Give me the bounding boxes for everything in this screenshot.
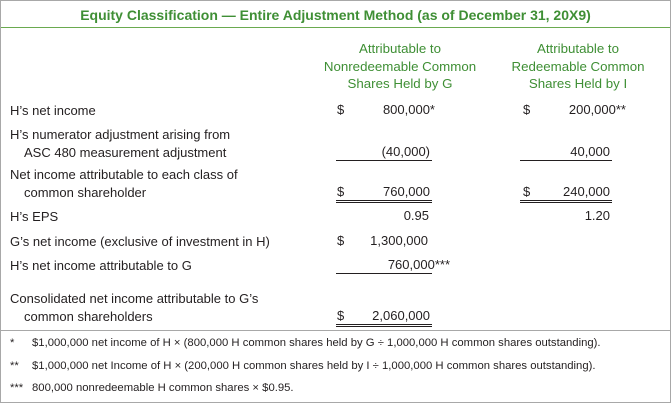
eps-g-value: 0.95 [403,208,429,223]
title-band [1,1,670,28]
table-title: Equity Classification — Entire Adjustment Method (as of December 31, 20X9) [80,7,591,23]
dollar-sign: $ [523,102,531,117]
net-income-g-value: 800,000* [382,102,435,117]
column-header-line: Shares Held by G [347,76,453,91]
dollar-sign: $ [523,184,531,199]
row-label-line: common shareholder [24,184,147,200]
row-label-h-ni-to-g: H’s net income attributable to G [10,258,192,273]
double-underline-rule [520,200,612,201]
footnote [10,337,601,349]
row-label-g-net-income: G’s net income (exclusive of investment in H) [10,234,270,249]
footnote-mark: ** [10,360,19,372]
row-label-line: common shareholders [24,308,153,324]
ni-attributable-g-value: 760,000 [383,184,430,199]
dollar-sign: $ [337,308,345,323]
footnote [10,382,294,394]
double-underline-rule [336,326,432,327]
footnote [10,360,596,372]
row-label-line: H’s numerator adjustment arising from [10,127,231,142]
dollar-sign: $ [337,102,345,117]
ni-attributable-i-value: 240,000 [563,184,610,199]
footnote-text: $1,000,000 net income of H × (800,000 H common shares held by G ÷ 1,000,000 H common shares outstanding). [32,337,601,349]
numerator-adjustment-i-value: 40,000 [570,144,610,159]
column-header-line: Nonredeemable Common [323,58,477,74]
double-underline-rule [336,202,432,203]
row-label-consolidated [10,290,258,325]
eps-i-value: 1.20 [584,208,610,223]
row-label-line: Consolidated net income attributable to G’s [10,291,259,306]
double-underline-rule [336,324,432,325]
row-label-line: Net income attributable to each class of [10,167,238,182]
row-label-eps: H’s EPS [10,209,59,224]
h-ni-to-g-value: 760,000*** [387,257,450,272]
underline-rule [520,160,612,161]
column-header-line: Redeemable Common [511,58,645,74]
double-underline-rule [520,202,612,203]
column-header-redeemable [488,40,668,93]
row-label-net-income: H’s net income [10,103,96,118]
column-header-line: Shares Held by I [528,76,628,91]
footnote-text: 800,000 nonredeemable H common shares × $0.95. [32,382,294,394]
net-income-i-value: 200,000** [568,102,626,117]
footnote-mark: * [10,337,15,349]
dollar-sign: $ [337,184,345,199]
row-label-numerator-adjustment [10,126,230,161]
underline-rule [336,160,432,161]
footnote-text: $1,000,000 net Income of H × (200,000 H common shares held by I ÷ 1,000,000 H common shares outstanding). [32,360,596,372]
numerator-adjustment-g-value: (40,000) [381,144,430,159]
column-header-line: Attributable to [358,41,442,56]
column-header-nonredeemable [305,40,495,93]
footnote-mark: *** [10,382,24,394]
underline-rule [336,273,432,274]
consolidated-value: 2,060,000 [372,308,430,323]
row-label-ni-attributable [10,166,238,201]
g-net-income-value: 1,300,000 [370,233,428,248]
notes-divider [1,330,670,331]
double-underline-rule [336,200,432,201]
row-label-line: ASC 480 measurement adjustment [24,144,227,160]
dollar-sign: $ [337,233,345,248]
column-header-line: Attributable to [536,41,620,56]
